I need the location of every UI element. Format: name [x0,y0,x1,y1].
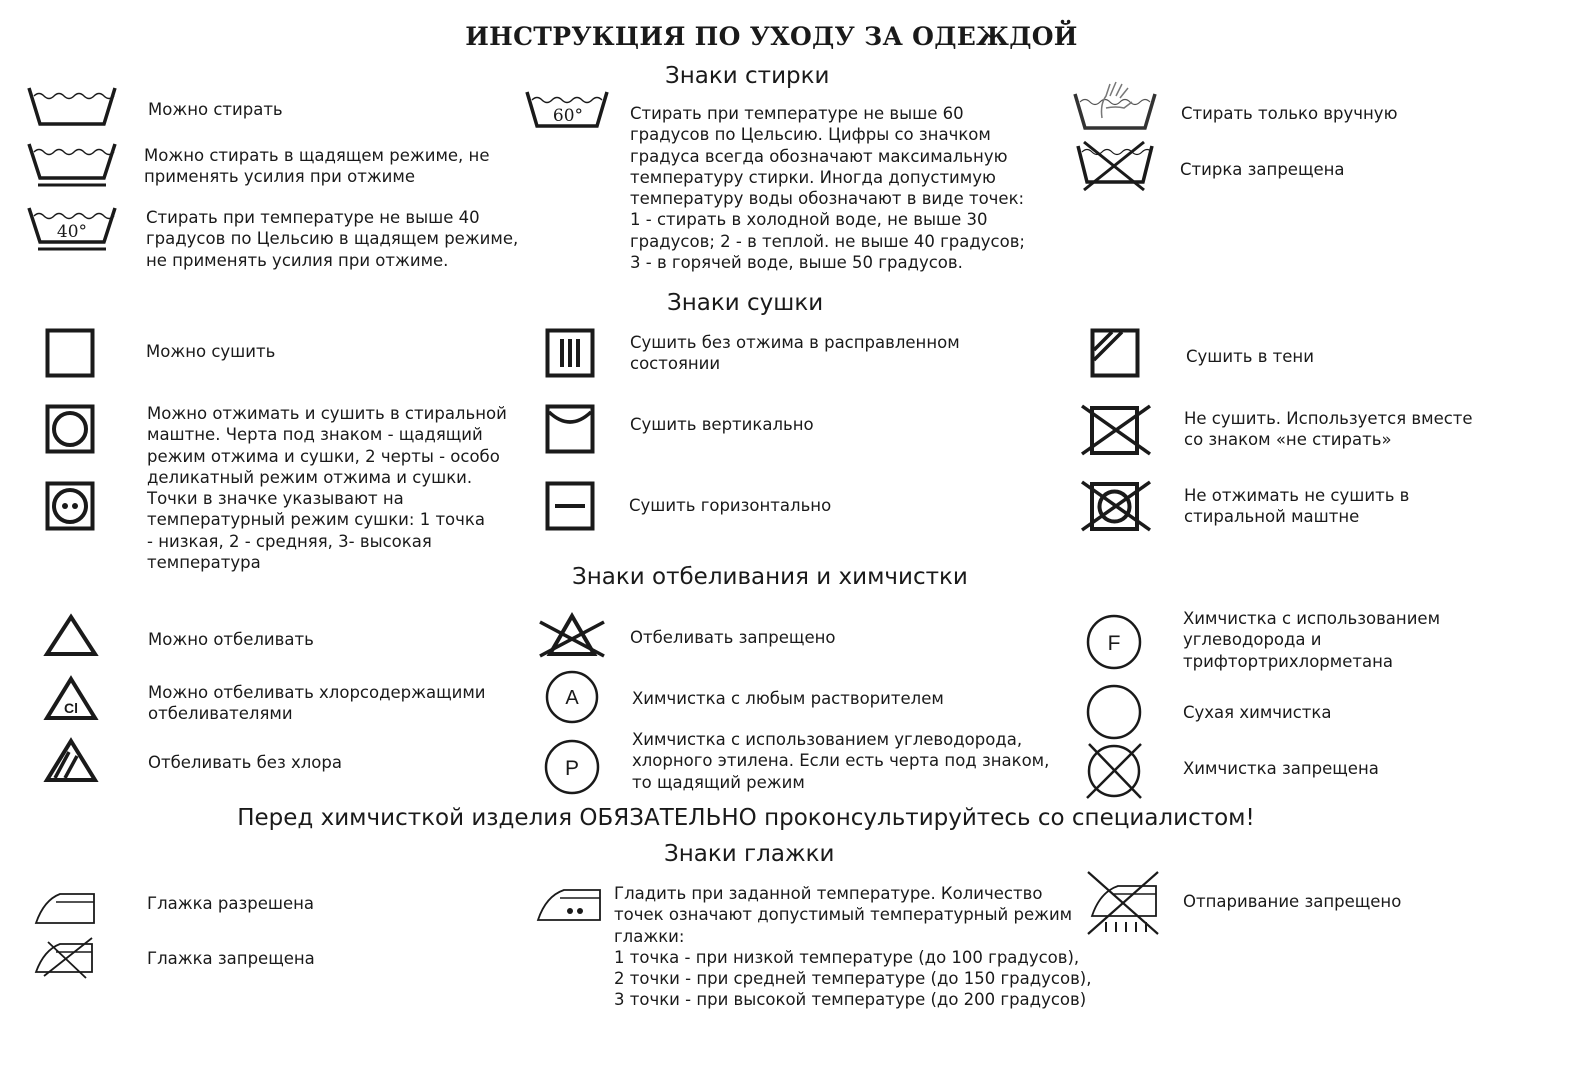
label-60: 60° [552,106,584,126]
text-hydrocarbon: Химчистка с использованием углеводорода, хлорного этилена. Если есть черта под знаком, то щадящий режим [632,730,1050,792]
heading-washing: Знаки стирки [665,63,830,89]
label-cl: Cl [64,700,78,716]
no-dry-icon [1078,402,1154,458]
text-can-wash: Можно стирать [148,100,283,119]
circle-p-icon [543,738,601,796]
no-tumble-dry-icon [1078,478,1154,534]
circle-a-icon [543,669,601,725]
heading-ironing: Знаки глажки [664,841,835,867]
washtub-icon [26,84,118,128]
hand-wash-icon [1072,78,1158,132]
washtub-40-icon [26,204,118,254]
circle-f-icon [1085,613,1143,671]
text-dry-shade: Сушить в тени [1186,347,1314,366]
text-no-dry-clean: Химчистка запрещена [1183,759,1379,778]
text-temp40: Стирать при температуре не выше 40 градусов по Цельсию в щадящем режиме, не применять усилия при отжиме. [146,208,519,270]
text-no-tumble-dry: Не отжимать не сушить в стиральной маштне [1184,486,1410,527]
text-tumble-dry: Можно отжимать и сушить в стиральной маштне. Черта под знаком - щадящий режим отжима и сушки, 2 черты - особо деликатный режим отжима и сушки. Точки в значке указывают на температурный режим сушки: 1 точка - низкая, 2 - средняя, 3- высокая температура [147,404,507,573]
text-chlorine: Можно отбеливать хлорсодержащими отбеливателями [148,683,486,724]
label-p: P [564,757,580,780]
text-no-wash: Стирка запрещена [1180,160,1345,179]
label-40: 40° [56,222,88,242]
tumble-dry-dots-icon [45,481,97,533]
drip-dry-icon [545,404,597,456]
dry-horizontal-icon [545,481,597,533]
page-title: ИНСТРУКЦИЯ ПО УХОДУ ЗА ОДЕЖДОЙ [465,22,1078,51]
text-hand-wash: Стирать только вручную [1181,104,1398,123]
text-iron-temp: Гладить при заданной температуре. Количество точек означают допустимый температурный режим глажки: 1 точка - при низкой температуре (до 100 градусов), 2 точки - при средней температуре (до 150 градусов), 3 точки - при высокой температуре (до 200 градусов) [614,884,1092,1010]
text-temp60: Стирать при температуре не выше 60 градусов по Цельсию. Цифры со значком градуса всегда обозначают максимальную температуру стирки. Иногда допустимую температуру воды обозначают в виде точек: 1 - стирать в холодной воде, не выше 30 градусов; 2 - в теплой. не выше 40 градусов; 3 - в горячей воде, выше 50 градусов. [630,104,1025,273]
no-steam-icon [1084,870,1162,936]
iron-dots-icon [536,886,604,926]
no-dry-clean-icon [1083,740,1145,802]
dry-flat-icon [545,328,597,380]
text-dry-clean: Сухая химчистка [1183,703,1332,722]
heading-drying: Знаки сушки [667,290,824,316]
no-iron-icon [34,936,98,980]
text-can-bleach: Можно отбеливать [148,630,314,649]
text-can-dry: Можно сушить [146,342,276,361]
text-any-solvent: Химчистка с любым растворителем [632,689,944,708]
no-chlorine-triangle-icon [43,736,99,784]
heading-bleaching: Знаки отбеливания и химчистки [572,564,968,590]
iron-icon [34,888,98,928]
no-bleach-icon [536,610,608,660]
circle-icon [1085,683,1143,741]
text-dry-flat: Сушить без отжима в расправленном состоянии [630,333,960,374]
chlorine-triangle-icon [43,674,99,722]
no-wash-icon [1074,138,1156,192]
washtub-gentle-icon [26,140,118,190]
text-no-chlorine: Отбеливать без хлора [148,753,342,772]
text-no-steam: Отпаривание запрещено [1183,892,1402,911]
text-iron-forbidden: Глажка запрещена [147,949,315,968]
text-drip-dry: Сушить вертикально [630,415,814,434]
tumble-dry-icon [45,404,97,456]
label-a: A [565,687,579,709]
triangle-icon [43,612,99,658]
washtub-60-icon [524,88,610,130]
text-no-dry: Не сушить. Используется вместе со знаком «не стирать» [1184,409,1473,450]
dry-shade-icon [1090,328,1142,380]
warning-text: Перед химчисткой изделия ОБЯЗАТЕЛЬНО проконсультируйтесь со специалистом! [237,805,1255,831]
text-no-bleach: Отбеливать запрещено [630,628,836,647]
text-gentle-wash: Можно стирать в щадящем режиме, не применять усилия при отжиме [144,146,490,187]
tumble-square-icon [45,328,97,380]
label-f: F [1107,632,1121,655]
text-f-clean: Химчистка с использованием углеводорода и трифтортрихлорметана [1183,609,1441,671]
text-dry-horizontal: Сушить горизонтально [629,496,832,515]
text-iron-allowed: Глажка разрешена [147,894,315,913]
